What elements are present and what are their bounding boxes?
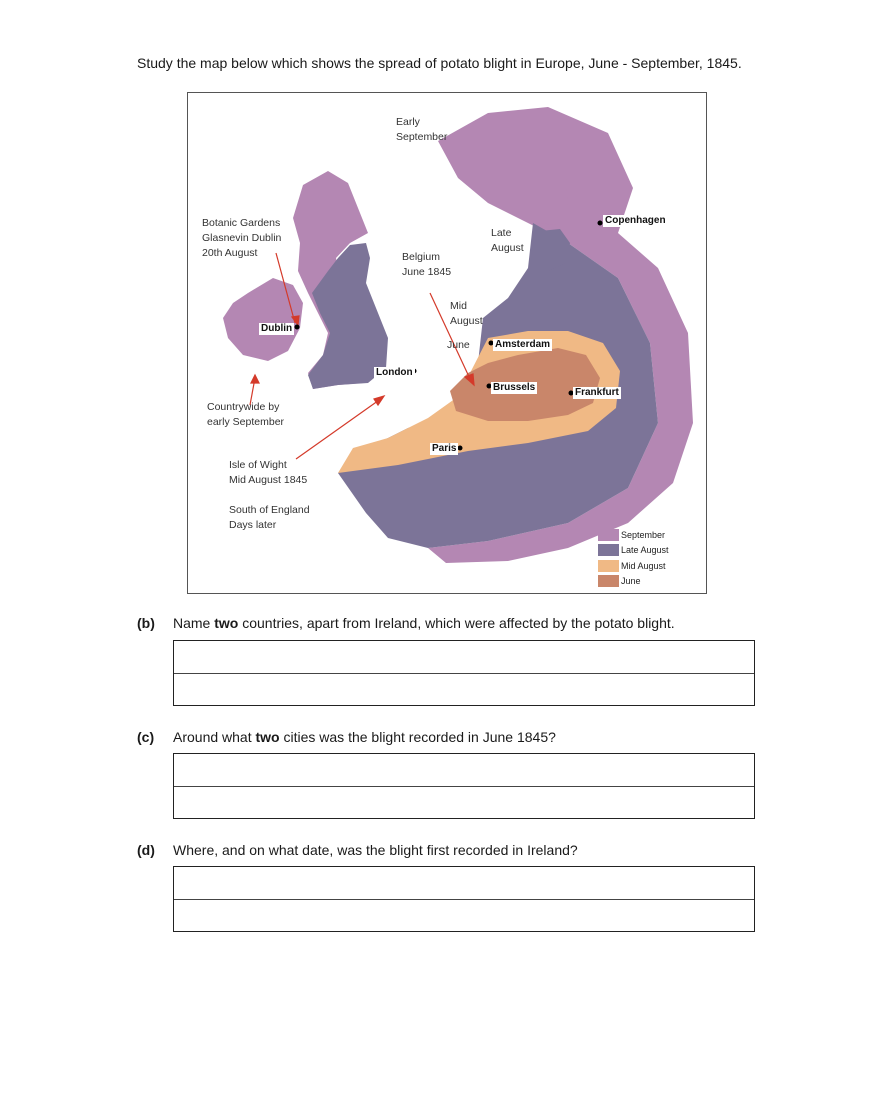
question-text-post: cities was the blight recorded in June 1845?: [279, 729, 556, 745]
city-copenhagen: Copenhagen: [605, 215, 666, 226]
map-legend: [598, 527, 670, 589]
legend-label: Mid August: [621, 560, 666, 571]
legend-label: Late August: [621, 545, 669, 556]
legend-swatch: [598, 544, 619, 556]
botanic-gardens-label: Botanic Gardens Glasnevin Dublin 20th August: [202, 217, 282, 259]
answer-divider: [174, 673, 754, 674]
city-london: London: [376, 367, 413, 378]
mid-august-label: Mid August: [450, 300, 483, 327]
city-frankfurt: Frankfurt: [575, 387, 619, 398]
question-text-pre: Around what: [173, 729, 256, 745]
south-england-label: South of England Days later: [229, 504, 310, 531]
question-number: (c): [137, 729, 155, 745]
late-august-label: Late August: [491, 227, 524, 254]
answer-box-b[interactable]: [173, 640, 755, 706]
answer-divider: [174, 786, 754, 787]
question-text-bold: two: [214, 615, 239, 631]
june-label: June: [447, 339, 470, 351]
legend-label: September: [621, 529, 666, 540]
answer-box-d[interactable]: [173, 866, 755, 932]
city-dublin: Dublin: [261, 323, 293, 334]
legend-swatch: [598, 575, 619, 587]
question-text-post: countries, apart from Ireland, which were affected by the potato blight.: [238, 615, 675, 631]
answer-box-c[interactable]: [173, 753, 755, 819]
blight-map: [187, 92, 707, 594]
question-number: (d): [137, 842, 155, 858]
ireland-land: [223, 278, 303, 361]
isle-of-wight-label: Isle of Wight Mid August 1845: [229, 459, 308, 486]
legend-item: [598, 527, 670, 543]
legend-item: [598, 558, 670, 574]
city-brussels: Brussels: [493, 382, 536, 393]
question-text-pre: Where, and on what date, was the blight first recorded in Ireland?: [173, 842, 578, 858]
legend-swatch: [598, 560, 619, 572]
legend-item: [598, 574, 670, 590]
legend-item: [598, 543, 670, 559]
city-paris: Paris: [432, 443, 457, 454]
city-amsterdam: Amsterdam: [495, 339, 551, 350]
legend-label: June: [621, 576, 641, 587]
countrywide-label: Countrywide by early September: [207, 401, 285, 428]
answer-divider: [174, 899, 754, 900]
early-september-label: Early September: [396, 116, 448, 143]
question-number: (b): [137, 615, 155, 631]
question-c: [137, 729, 556, 745]
intro-text: Study the map below which shows the spread of potato blight in Europe, June - September, 1845.: [137, 55, 742, 71]
belgium-label: Belgium June 1845: [402, 251, 452, 278]
legend-swatch: [598, 529, 619, 541]
question-b: [137, 615, 675, 631]
question-text-bold: two: [255, 729, 280, 745]
question-d: [137, 842, 578, 858]
question-text-pre: Name: [173, 615, 215, 631]
